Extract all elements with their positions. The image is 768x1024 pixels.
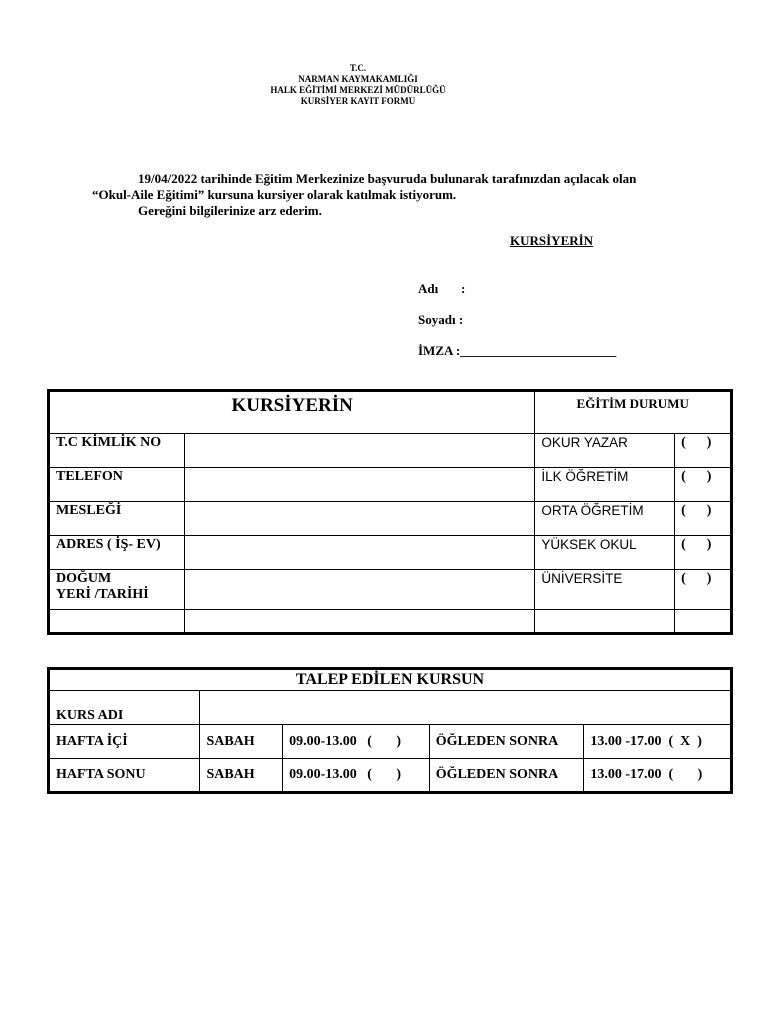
- weekend-afternoon-time: 13.00 -17.00: [590, 767, 662, 782]
- weekend-afternoon-option[interactable]: [584, 759, 732, 793]
- tc-id-field[interactable]: [184, 434, 535, 468]
- education-checkbox-literate[interactable]: ( ): [675, 434, 732, 468]
- occupation-field[interactable]: [184, 502, 535, 536]
- header-line-tc: T.C.: [349, 63, 367, 73]
- weekend-morning-time: 09.00-13.00: [289, 767, 357, 782]
- education-title: EĞİTİM DURUMU: [535, 391, 732, 434]
- education-checkbox-secondary[interactable]: ( ): [675, 502, 732, 536]
- course-table: [47, 667, 733, 794]
- education-checkbox-college[interactable]: ( ): [675, 536, 732, 570]
- course-table-title: TALEP EDİLEN KURSUN: [49, 669, 732, 691]
- education-checkbox-primary[interactable]: ( ): [675, 468, 732, 502]
- intro-line-3: Gereğini bilgilerinize arz ederim.: [138, 203, 322, 218]
- empty-cell: [675, 610, 732, 634]
- weekday-afternoon-label: ÖĞLEDEN SONRA: [429, 725, 584, 759]
- weekday-afternoon-time: 13.00 -17.00: [590, 733, 662, 749]
- weekend-label: HAFTA SONU: [49, 759, 200, 793]
- education-option-college: YÜKSEK OKUL: [535, 536, 675, 570]
- weekday-morning-checkbox[interactable]: ( ): [367, 733, 402, 749]
- intro-line-2: “Okul-Aile Eğitimi” kursuna kursiyer olarak katılmak istiyorum.: [92, 187, 457, 202]
- birth-place-date-label: [49, 570, 185, 610]
- weekday-morning-option[interactable]: [283, 725, 430, 759]
- surname-label: Soyadı :: [418, 312, 464, 327]
- education-option-literate: OKUR YAZAR: [535, 434, 675, 468]
- weekend-afternoon-checkbox[interactable]: ( ): [668, 767, 703, 782]
- empty-cell: [184, 610, 535, 634]
- header-line-form-title: KURSİYER KAYIT FORMU: [300, 96, 416, 106]
- weekday-afternoon-checkbox[interactable]: ( X ): [668, 733, 702, 749]
- address-field[interactable]: [184, 536, 535, 570]
- header-line-district: NARMAN KAYMAKAMLIĞI: [298, 74, 418, 84]
- signature-line: İMZA :________________________: [418, 343, 617, 358]
- info-table: [47, 389, 733, 635]
- weekend-morning-option[interactable]: [283, 759, 430, 793]
- signature-heading: KURSİYERİN: [510, 233, 594, 248]
- weekday-afternoon-option[interactable]: [584, 725, 732, 759]
- education-option-university: ÜNİVERSİTE: [535, 570, 675, 610]
- birth-label-line-2: YERİ /TARİHİ: [56, 587, 149, 602]
- birth-place-date-field[interactable]: [184, 570, 535, 610]
- weekend-morning-checkbox[interactable]: ( ): [367, 767, 402, 782]
- phone-label: TELEFON: [49, 468, 185, 502]
- empty-cell: [535, 610, 675, 634]
- birth-label-line-1: DOĞUM: [56, 571, 112, 586]
- occupation-label: MESLEĞİ: [49, 502, 185, 536]
- weekend-afternoon-label: ÖĞLEDEN SONRA: [429, 759, 584, 793]
- name-label: Adı :: [418, 281, 466, 296]
- phone-field[interactable]: [184, 468, 535, 502]
- header-line-directorate: HALK EĞİTİMİ MERKEZİ MÜDÜRLÜĞÜ: [270, 85, 446, 95]
- address-label: ADRES ( İŞ- EV): [49, 536, 185, 570]
- weekend-morning-label: SABAH: [200, 759, 283, 793]
- course-name-label: KURS ADI: [49, 691, 200, 725]
- weekday-label: HAFTA İÇİ: [49, 725, 200, 759]
- weekday-morning-label: SABAH: [200, 725, 283, 759]
- education-option-secondary: ORTA ÖĞRETİM: [535, 502, 675, 536]
- education-checkbox-university[interactable]: ( ): [675, 570, 732, 610]
- education-option-primary: İLK ÖĞRETİM: [535, 468, 675, 502]
- info-table-title: KURSİYERİN: [49, 391, 535, 434]
- tc-id-label: T.C KİMLİK NO: [49, 434, 185, 468]
- course-name-field[interactable]: [200, 691, 732, 725]
- weekday-morning-time: 09.00-13.00: [289, 733, 357, 749]
- empty-cell: [49, 610, 185, 634]
- intro-line-1: 19/04/2022 tarihinde Eğitim Merkezinize başvuruda bulunarak tarafınızdan açılacak olan: [138, 171, 637, 186]
